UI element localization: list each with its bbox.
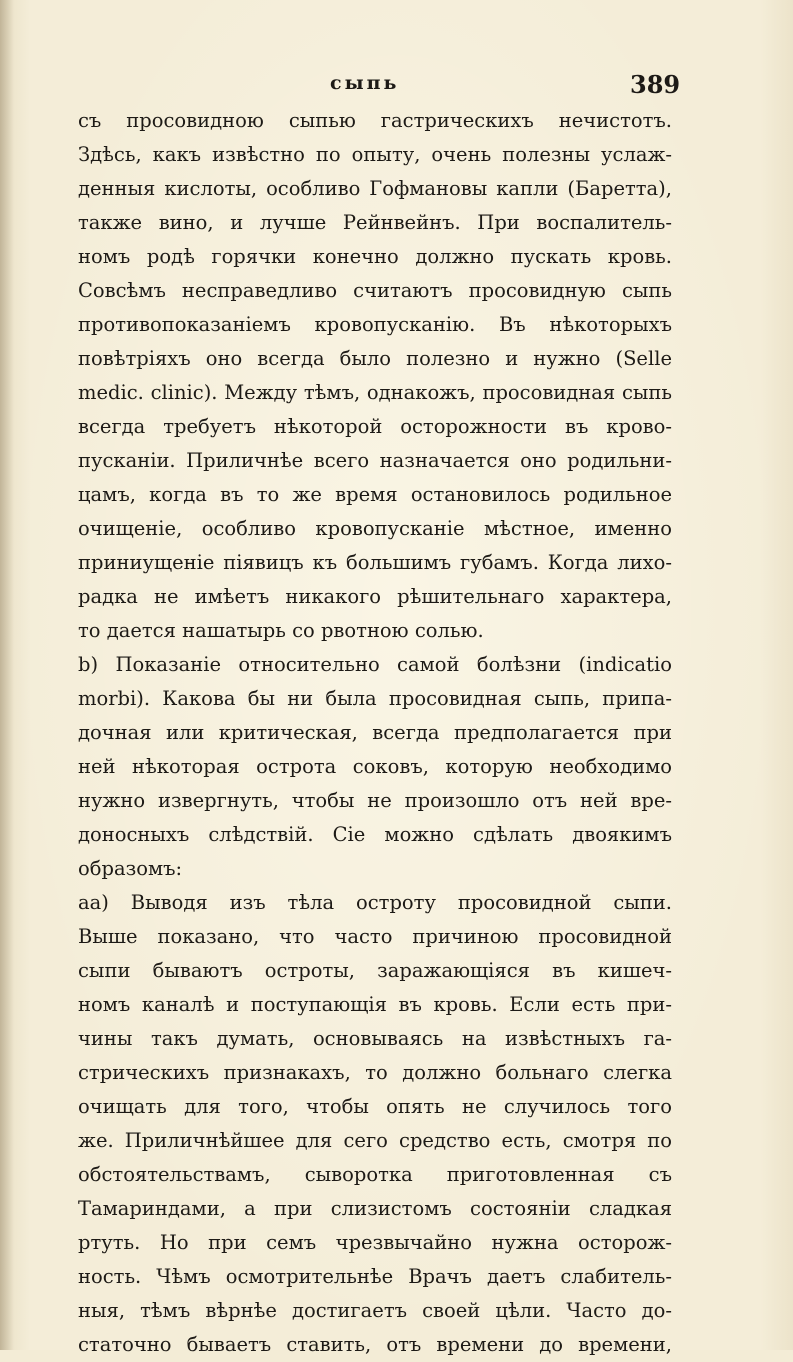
text-line: medic. clinic). Между тѣмъ, однакожъ, просовидная сыпь bbox=[78, 381, 672, 404]
text-line: ртуть. Но при семъ чрезвычайно нужна осторож- bbox=[78, 1231, 672, 1254]
text-line: ность. Чѣмъ осмотрительнѣе Врачъ даетъ слабитель- bbox=[78, 1265, 672, 1288]
text-line: Выше показано, что часто причиною просовидной bbox=[78, 925, 672, 948]
text-line: очищеніе, особливо кровопусканіе мѣстное, именно bbox=[78, 517, 672, 540]
text-line: противопоказаніемъ кровопусканію. Въ нѣкоторыхъ bbox=[78, 313, 672, 336]
text-line: morbi). Какова бы ни была просовидная сыпь, припа- bbox=[78, 687, 672, 710]
text-line: приниущеніе піявицъ къ большимъ губамъ. Когда лихо- bbox=[78, 551, 672, 574]
text-line: очищать для того, чтобы опять не случилось того bbox=[78, 1095, 672, 1118]
running-title: сыпь bbox=[330, 72, 400, 94]
text-line: Тамариндами, а при слизистомъ состояніи сладкая bbox=[78, 1197, 672, 1220]
text-line: образомъ: bbox=[78, 857, 183, 880]
text-line: также вино, и лучше Рейнвейнъ. При воспалитель- bbox=[78, 211, 672, 234]
text-line: стрическихъ признакахъ, то должно больнаго слегка bbox=[78, 1061, 672, 1084]
text-line: повѣтріяхъ оно всегда было полезно и нужно (Selle bbox=[78, 347, 672, 370]
text-line: сыпи бываютъ остроты, заражающіяся въ кишеч- bbox=[78, 959, 672, 982]
text-line: денныя кислоты, особливо Гофмановы капли (Баретта), bbox=[78, 177, 672, 200]
text-line: пусканіи. Приличнѣе всего назначается оно родильни- bbox=[78, 449, 672, 472]
text-line: aa) Выводя изъ тѣла остроту просовидной сыпи. bbox=[78, 891, 672, 914]
page-spine-shadow bbox=[0, 0, 14, 1350]
text-line: нужно извергнуть, чтобы не произошло отъ ней вре- bbox=[78, 789, 672, 812]
text-line: номъ каналѣ и поступающія въ кровь. Если есть при- bbox=[78, 993, 672, 1016]
text-line: Совсѣмъ несправедливо считаютъ просовидную сыпь bbox=[78, 279, 672, 302]
text-line: чины такъ думать, основываясь на извѣстныхъ га- bbox=[78, 1027, 672, 1050]
text-line: статочно бываетъ ставить, отъ времени до времени, bbox=[78, 1333, 672, 1356]
text-line: радка не имѣетъ никакого рѣшительнаго характера, bbox=[78, 585, 672, 608]
text-line: цамъ, когда въ то же время остановилось родильное bbox=[78, 483, 672, 506]
text-line: съ просовидною сыпью гастрическихъ нечистотъ. bbox=[78, 109, 672, 132]
text-line: номъ родѣ горячки конечно должно пускать кровь. bbox=[78, 245, 672, 268]
text-line: b) Показаніе относительно самой болѣзни (indicatio bbox=[78, 653, 672, 676]
text-line: всегда требуетъ нѣкоторой осторожности въ крово- bbox=[78, 415, 672, 438]
running-head bbox=[0, 70, 793, 100]
text-line: ней нѣкоторая острота соковъ, которую необходимо bbox=[78, 755, 672, 778]
text-line: ныя, тѣмъ вѣрнѣе достигаетъ своей цѣли. Часто до- bbox=[78, 1299, 672, 1322]
text-line: дочная или критическая, всегда предполагается при bbox=[78, 721, 672, 744]
text-line: то дается нашатырь со рвотною солью. bbox=[78, 619, 484, 642]
text-line: же. Приличнѣйшее для сего средство есть, смотря по bbox=[78, 1129, 672, 1152]
text-line: обстоятельствамъ, сыворотка приготовленная съ bbox=[78, 1163, 672, 1186]
text-line: доносныхъ слѣдствій. Сіе можно сдѣлать двоякимъ bbox=[78, 823, 672, 846]
text-line: Здѣсь, какъ извѣстно по опыту, очень полезны услаж- bbox=[78, 143, 672, 166]
body-text bbox=[78, 104, 672, 1362]
page-number: 389 bbox=[630, 70, 681, 99]
